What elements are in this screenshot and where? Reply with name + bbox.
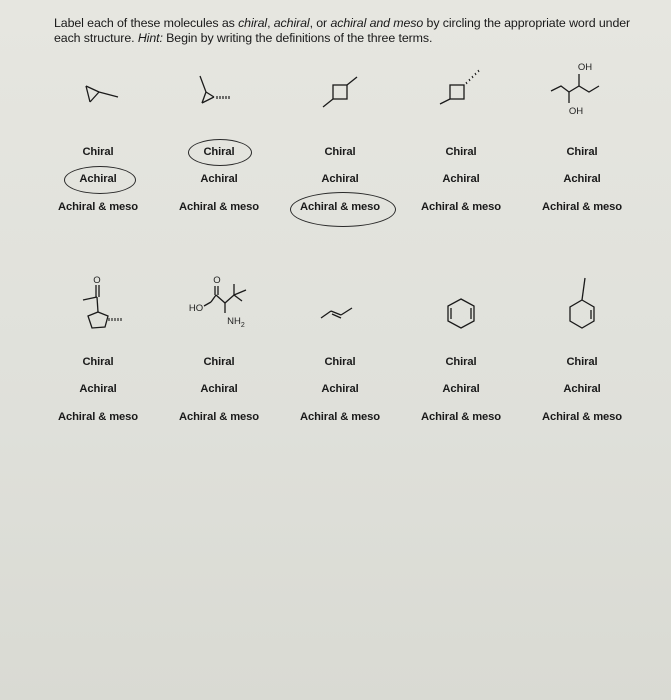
structure-drawing	[396, 270, 526, 350]
option-achiral-meso[interactable]: Achiral & meso	[299, 411, 381, 423]
option-chiral[interactable]: Chiral	[324, 356, 356, 368]
option-achiral-meso[interactable]: Achiral & meso	[57, 201, 139, 213]
structure-drawing	[275, 270, 405, 350]
option-chiral[interactable]: Chiral	[203, 356, 235, 368]
atom-label-oh-top: OH	[577, 62, 593, 73]
molecule-card-2	[154, 60, 284, 230]
option-achiral[interactable]: Achiral	[442, 383, 480, 395]
structure-drawing	[275, 60, 405, 140]
molecule-card-10	[517, 270, 647, 440]
option-chiral[interactable]: Chiral	[82, 146, 114, 158]
instructions-sep2: , or	[309, 16, 331, 30]
molecule-structure-2	[154, 60, 284, 140]
structure-drawing	[154, 270, 284, 350]
option-achiral[interactable]: Achiral	[200, 173, 238, 185]
option-achiral[interactable]: Achiral	[442, 173, 480, 185]
molecule-structure-5	[517, 60, 647, 140]
instructions-sep1: ,	[267, 16, 274, 30]
option-achiral[interactable]: Achiral	[321, 383, 359, 395]
option-achiral-meso[interactable]: Achiral & meso	[420, 411, 502, 423]
option-chiral[interactable]: Chiral	[566, 356, 598, 368]
molecule-card-3	[275, 60, 405, 230]
hint-label: Hint:	[137, 31, 163, 45]
molecule-card-8	[275, 270, 405, 440]
molecule-structure-4	[396, 60, 526, 140]
term-achiral-meso: achiral and meso	[330, 16, 424, 30]
option-achiral-meso[interactable]: Achiral & meso	[178, 411, 260, 423]
molecule-card-9	[396, 270, 526, 440]
molecule-structure-3	[275, 60, 405, 140]
option-achiral-meso[interactable]: Achiral & meso	[541, 201, 623, 213]
instructions-text	[54, 16, 654, 46]
option-achiral-meso[interactable]: Achiral & meso	[299, 201, 381, 213]
hint-text: Begin by writing the definitions of the three terms.	[162, 31, 433, 45]
molecule-card-1	[33, 60, 163, 230]
atom-label-oh-bottom: OH	[568, 106, 584, 117]
option-achiral[interactable]: Achiral	[321, 173, 359, 185]
molecule-structure-1	[33, 60, 163, 140]
structure-drawing	[396, 60, 526, 140]
molecule-structure-10	[517, 270, 647, 350]
atom-label-o: O	[213, 275, 221, 286]
molecule-structure-7	[154, 270, 284, 350]
molecule-card-6	[33, 270, 163, 440]
option-chiral[interactable]: Chiral	[203, 146, 235, 158]
atom-label-o: O	[93, 275, 101, 286]
option-achiral[interactable]: Achiral	[79, 173, 117, 185]
option-achiral-meso[interactable]: Achiral & meso	[57, 411, 139, 423]
option-chiral[interactable]: Chiral	[445, 356, 477, 368]
option-chiral[interactable]: Chiral	[82, 356, 114, 368]
instructions-part1: Label each of these molecules as	[54, 16, 239, 30]
term-achiral: achiral	[273, 16, 310, 30]
structure-drawing	[33, 270, 163, 350]
option-chiral[interactable]: Chiral	[566, 146, 598, 158]
atom-label-nh2: $NH_2$	[227, 316, 245, 329]
structure-drawing	[154, 60, 284, 140]
instructions-part2: by circling the appropriate word under each structure.	[54, 16, 631, 45]
option-achiral[interactable]: Achiral	[200, 383, 238, 395]
molecule-card-5	[517, 60, 647, 230]
structure-drawing	[517, 270, 647, 350]
structure-drawing	[33, 60, 163, 140]
option-chiral[interactable]: Chiral	[324, 146, 356, 158]
option-chiral[interactable]: Chiral	[445, 146, 477, 158]
term-chiral: chiral	[238, 16, 268, 30]
molecule-card-7	[154, 270, 284, 440]
molecule-structure-8	[275, 270, 405, 350]
option-achiral-meso[interactable]: Achiral & meso	[541, 411, 623, 423]
option-achiral-meso[interactable]: Achiral & meso	[178, 201, 260, 213]
structure-drawing	[517, 60, 647, 140]
molecule-structure-9	[396, 270, 526, 350]
atom-label-ho: HO	[188, 303, 204, 314]
option-achiral[interactable]: Achiral	[79, 383, 117, 395]
option-achiral[interactable]: Achiral	[563, 383, 601, 395]
option-achiral[interactable]: Achiral	[563, 173, 601, 185]
molecule-structure-6	[33, 270, 163, 350]
molecule-card-4	[396, 60, 526, 230]
option-achiral-meso[interactable]: Achiral & meso	[420, 201, 502, 213]
